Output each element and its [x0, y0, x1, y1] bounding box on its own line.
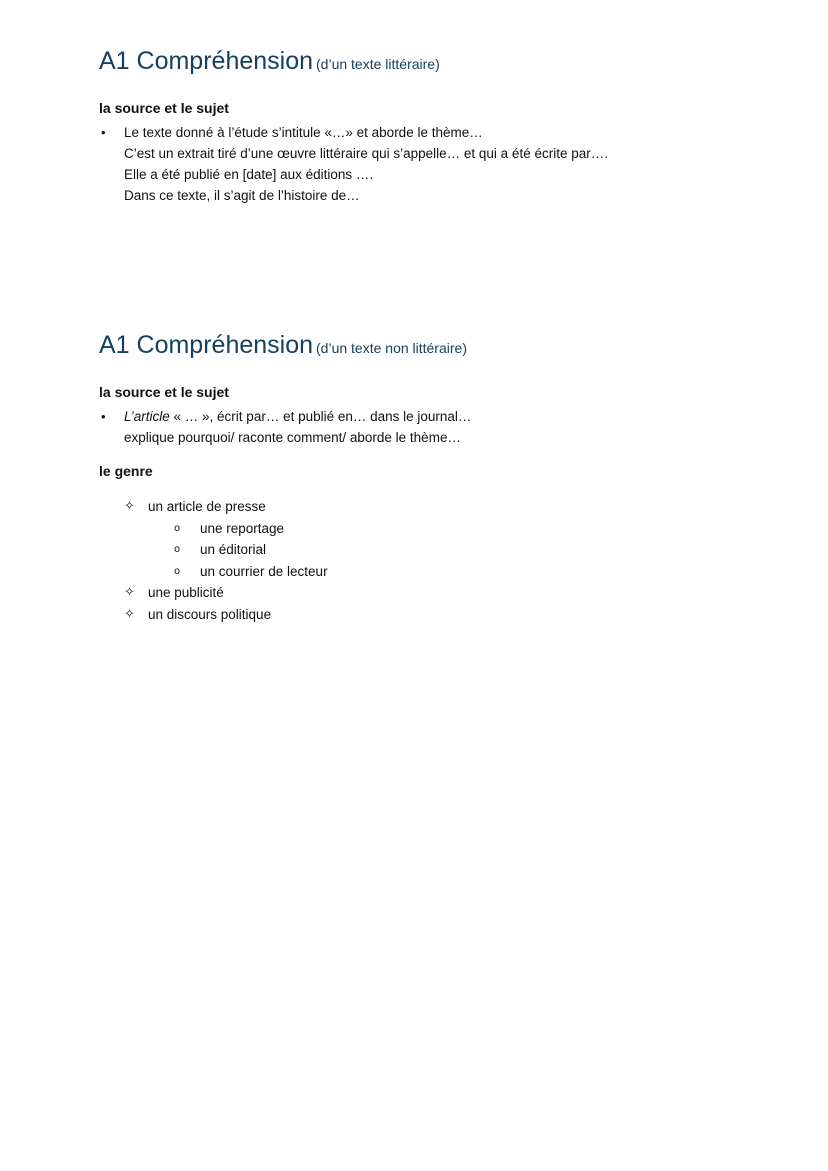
subheading-source-subject: la source et le sujet: [99, 100, 229, 116]
section-literary: [99, 42, 779, 206]
text-line: explique pourquoi/ raconte comment/ aborde le thème…: [124, 430, 461, 445]
subtype-item: [174, 561, 779, 583]
section-non-literary: [99, 326, 779, 625]
section-title-main: A1 Compréhension: [99, 331, 314, 359]
text-line: Elle a été publié en [date] aux éditions ….: [124, 167, 374, 182]
subtype-item: [174, 518, 779, 540]
star-bullet-icon: ✧: [124, 585, 135, 600]
section-title-sub: (d’un texte non littéraire): [316, 340, 467, 356]
subheading-source-subject: la source et le sujet: [99, 384, 229, 400]
star-bullet-icon: ✧: [124, 606, 135, 622]
section-title: [99, 42, 779, 80]
genre-item: [124, 604, 779, 626]
subheading-genre: le genre: [99, 463, 153, 479]
genre-label: un discours politique: [148, 606, 272, 622]
circle-bullet-icon: o: [174, 544, 181, 555]
bullet-icon: •: [101, 125, 106, 140]
subtype-label: une reportage: [200, 520, 285, 536]
section-title-main: A1 Compréhension: [99, 47, 314, 75]
press-subtype-list: [124, 518, 779, 583]
text-line: C’est un extrait tiré d’une œuvre littéraire qui s’appelle… et qui a été écrite par….: [124, 146, 608, 161]
section-title: [99, 326, 779, 364]
star-bullet-icon: ✧: [124, 499, 135, 514]
text-line: [124, 406, 779, 427]
subtype-label: un éditorial: [200, 542, 267, 557]
bullet-item: [99, 406, 779, 448]
circle-bullet-icon: o: [174, 522, 181, 534]
genre-item: [124, 496, 779, 518]
genre-label: une publicité: [148, 585, 224, 600]
text-line: Dans ce texte, il s’agit de l’histoire de…: [124, 188, 360, 203]
genre-item: [124, 582, 779, 604]
bullet-icon: •: [101, 409, 106, 424]
text-span: « … », écrit par… et publié en… dans le journal…: [169, 409, 472, 424]
genre-list: [99, 496, 779, 625]
circle-bullet-icon: o: [174, 565, 181, 577]
text-line: Le texte donné à l’étude s’intitule «…» et aborde le thème…: [124, 125, 483, 140]
bullet-item: [99, 122, 779, 206]
subtype-item: [174, 539, 779, 561]
italic-text: L’article: [124, 409, 170, 424]
genre-label: un article de presse: [148, 499, 266, 514]
section-title-sub: (d’un texte littéraire): [316, 56, 440, 72]
subtype-label: un courrier de lecteur: [200, 563, 328, 579]
